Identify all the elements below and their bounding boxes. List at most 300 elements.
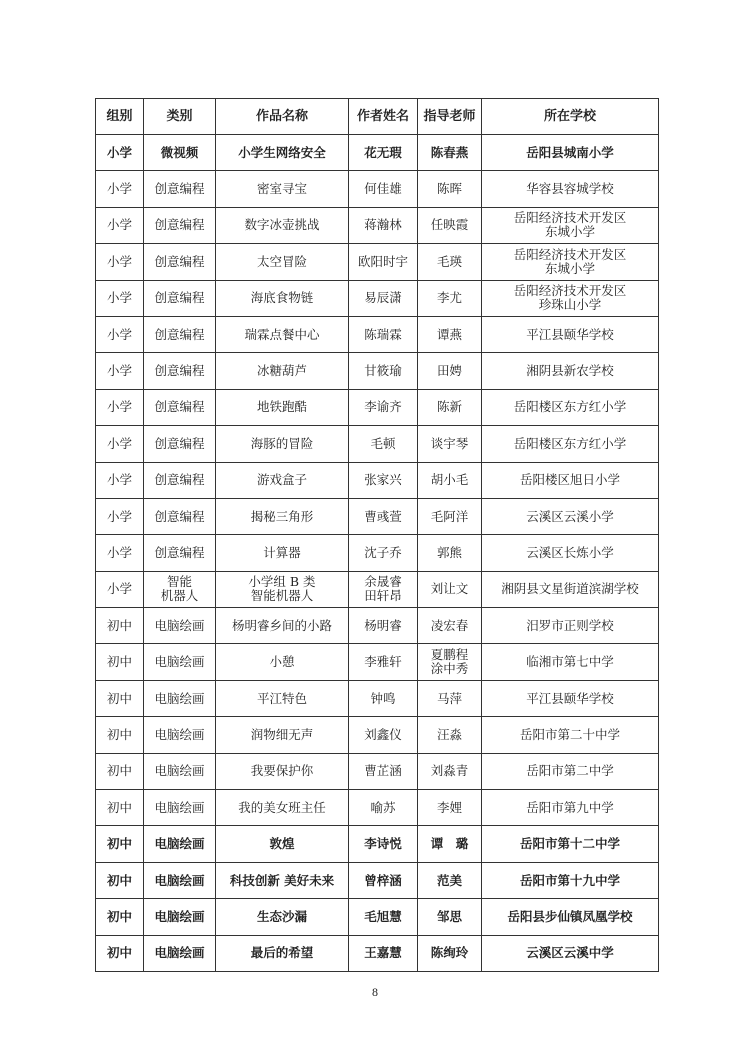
cell-category-text: 电脑绘画 — [154, 799, 205, 815]
cell-group-text: 初中 — [106, 690, 132, 706]
cell-author — [349, 353, 418, 389]
cell-work-title-text: 我的美女班主任 — [238, 799, 326, 815]
cell-work-title-text: 小学生网络安全 — [238, 144, 326, 160]
cell-category-text: 创意编程 — [154, 363, 205, 379]
cell-school-text: 岳阳市第二十中学 — [519, 726, 620, 742]
cell-work-title — [216, 135, 349, 171]
cell-work-title-text: 小学组 B 类 智能机器人 — [248, 574, 316, 604]
cell-school-text: 岳阳县城南小学 — [526, 144, 614, 160]
table-row — [96, 498, 659, 534]
cell-school — [482, 244, 659, 280]
cell-school-text: 岳阳市第十九中学 — [519, 872, 620, 888]
cell-work-title-text: 海底食物链 — [250, 290, 314, 306]
cell-work-title-text: 揭秘三角形 — [250, 508, 314, 524]
cell-work-title-text: 敦煌 — [269, 836, 295, 852]
cell-work-title-text: 我要保护你 — [250, 763, 314, 779]
cell-author — [349, 280, 418, 316]
cell-school — [482, 826, 659, 862]
cell-work-title — [216, 426, 349, 462]
cell-group — [96, 535, 144, 571]
cell-school — [482, 353, 659, 389]
cell-teacher-text: 马萍 — [436, 690, 462, 706]
cell-work-title — [216, 899, 349, 935]
cell-author-text: 曹彧萱 — [364, 508, 402, 524]
cell-category — [144, 608, 216, 644]
table-row — [96, 535, 659, 571]
cell-category — [144, 462, 216, 498]
cell-group — [96, 207, 144, 243]
cell-teacher-text: 陈新 — [436, 399, 462, 415]
cell-school-text: 岳阳楼区旭日小学 — [519, 472, 620, 488]
cell-school — [482, 862, 659, 898]
cell-teacher — [418, 862, 482, 898]
cell-group-text: 小学 — [106, 472, 132, 488]
cell-teacher — [418, 171, 482, 207]
cell-group — [96, 171, 144, 207]
cell-school — [482, 644, 659, 680]
cell-teacher — [418, 753, 482, 789]
cell-teacher-text: 陈绚玲 — [430, 945, 469, 961]
cell-category — [144, 753, 216, 789]
cell-author — [349, 680, 418, 716]
cell-group-text: 小学 — [106, 399, 132, 415]
cell-category-text: 电脑绘画 — [154, 872, 205, 888]
cell-group-text: 小学 — [106, 435, 132, 451]
cell-group-text: 初中 — [106, 763, 132, 779]
cell-category — [144, 244, 216, 280]
cell-group — [96, 899, 144, 935]
cell-author — [349, 462, 418, 498]
cell-school-text: 湘阴县新农学校 — [526, 363, 614, 379]
cell-group-text: 初中 — [106, 836, 132, 852]
cell-teacher — [418, 608, 482, 644]
cell-work-title — [216, 535, 349, 571]
cell-work-title-text: 平江特色 — [256, 690, 307, 706]
cell-author — [349, 171, 418, 207]
cell-author-text: 喻苏 — [370, 799, 396, 815]
cell-work-title — [216, 571, 349, 607]
cell-school-text: 岳阳市第十二中学 — [519, 836, 620, 852]
cell-group — [96, 826, 144, 862]
cell-group-text: 初中 — [106, 908, 132, 924]
cell-author — [349, 498, 418, 534]
table-row — [96, 353, 659, 389]
header-author: 作者姓名 — [349, 99, 418, 135]
cell-school — [482, 717, 659, 753]
cell-category-text: 智能 机器人 — [160, 574, 199, 604]
table-row — [96, 862, 659, 898]
cell-category-text: 创意编程 — [154, 326, 205, 342]
cell-author — [349, 790, 418, 826]
cell-school-text: 岳阳经济技术开发区 珍珠山小学 — [513, 283, 627, 313]
cell-work-title — [216, 680, 349, 716]
cell-category — [144, 826, 216, 862]
cell-category — [144, 935, 216, 971]
table-row — [96, 171, 659, 207]
table-row — [96, 608, 659, 644]
cell-author — [349, 753, 418, 789]
table-row — [96, 316, 659, 352]
cell-author — [349, 862, 418, 898]
cell-teacher — [418, 244, 482, 280]
cell-category-text: 电脑绘画 — [154, 690, 205, 706]
cell-school — [482, 462, 659, 498]
cell-teacher-text: 范美 — [436, 872, 462, 888]
cell-school — [482, 535, 659, 571]
cell-teacher — [418, 280, 482, 316]
cell-category-text: 创意编程 — [154, 253, 205, 269]
table-row — [96, 680, 659, 716]
cell-category — [144, 571, 216, 607]
cell-author-text: 何佳雄 — [364, 181, 402, 197]
cell-author-text: 欧阳时宇 — [357, 253, 408, 269]
cell-group — [96, 717, 144, 753]
cell-author-text: 李谕齐 — [364, 399, 402, 415]
cell-author — [349, 535, 418, 571]
cell-author — [349, 426, 418, 462]
cell-teacher-text: 谈宇琴 — [430, 435, 469, 451]
cell-category — [144, 389, 216, 425]
cell-work-title — [216, 717, 349, 753]
cell-category — [144, 280, 216, 316]
cell-teacher-text: 谭燕 — [436, 326, 462, 342]
cell-group — [96, 280, 144, 316]
cell-group — [96, 389, 144, 425]
cell-school — [482, 498, 659, 534]
cell-author-text: 毛旭慧 — [364, 908, 402, 924]
cell-teacher-text: 毛瑛 — [436, 253, 462, 269]
cell-teacher-text: 胡小毛 — [430, 472, 469, 488]
cell-category — [144, 353, 216, 389]
cell-teacher — [418, 899, 482, 935]
cell-category-text: 创意编程 — [154, 508, 205, 524]
cell-teacher-text: 凌宏春 — [430, 617, 469, 633]
cell-work-title-text: 最后的希望 — [250, 945, 314, 961]
cell-author — [349, 571, 418, 607]
cell-teacher — [418, 498, 482, 534]
cell-school-text: 临湘市第七中学 — [526, 654, 614, 670]
cell-author-text: 易辰潇 — [364, 290, 402, 306]
cell-work-title-text: 游戏盒子 — [256, 472, 307, 488]
table-row — [96, 899, 659, 935]
cell-school-text: 岳阳市第九中学 — [526, 799, 614, 815]
cell-work-title-text: 科技创新 美好未来 — [229, 872, 335, 888]
header-work-title: 作品名称 — [216, 99, 349, 135]
cell-group — [96, 462, 144, 498]
cell-work-title-text: 密室寻宝 — [256, 181, 307, 197]
cell-group-text: 初中 — [106, 726, 132, 742]
cell-group-text: 小学 — [106, 217, 132, 233]
cell-work-title-text: 冰糖葫芦 — [256, 363, 307, 379]
cell-school-text: 岳阳楼区东方红小学 — [513, 399, 627, 415]
table-row — [96, 753, 659, 789]
table-row — [96, 790, 659, 826]
cell-teacher-text: 田娉 — [436, 363, 462, 379]
cell-teacher — [418, 790, 482, 826]
cell-teacher — [418, 826, 482, 862]
cell-category — [144, 498, 216, 534]
cell-group — [96, 316, 144, 352]
cell-author — [349, 608, 418, 644]
cell-teacher — [418, 353, 482, 389]
cell-category — [144, 644, 216, 680]
table-row — [96, 935, 659, 971]
cell-group — [96, 608, 144, 644]
cell-category-text: 创意编程 — [154, 290, 205, 306]
cell-author — [349, 207, 418, 243]
cell-work-title — [216, 316, 349, 352]
cell-school — [482, 207, 659, 243]
cell-teacher-text: 谭 璐 — [430, 836, 469, 852]
cell-author-text: 曾梓涵 — [364, 872, 402, 888]
cell-category — [144, 535, 216, 571]
cell-teacher-text: 毛阿洋 — [430, 508, 469, 524]
cell-category-text: 电脑绘画 — [154, 908, 205, 924]
cell-school-text: 湘阴县文星街道滨湖学校 — [501, 581, 639, 597]
cell-group-text: 小学 — [106, 290, 132, 306]
award-table — [95, 98, 659, 972]
cell-school — [482, 571, 659, 607]
cell-teacher — [418, 717, 482, 753]
cell-author-text: 甘筱瑜 — [364, 363, 402, 379]
cell-teacher-text: 任映霞 — [430, 217, 469, 233]
cell-group — [96, 935, 144, 971]
cell-author-text: 钟鸣 — [370, 690, 396, 706]
header-school: 所在学校 — [482, 99, 659, 135]
cell-author — [349, 935, 418, 971]
cell-work-title — [216, 389, 349, 425]
cell-category-text: 微视频 — [160, 144, 199, 160]
table-row — [96, 717, 659, 753]
cell-author-text: 花无瑕 — [364, 144, 402, 160]
cell-teacher-text: 汪淼 — [436, 726, 462, 742]
table-row — [96, 244, 659, 280]
cell-work-title — [216, 462, 349, 498]
cell-author — [349, 717, 418, 753]
cell-category — [144, 171, 216, 207]
cell-school — [482, 753, 659, 789]
cell-group — [96, 244, 144, 280]
table-row — [96, 462, 659, 498]
cell-group — [96, 790, 144, 826]
cell-teacher — [418, 389, 482, 425]
cell-group — [96, 680, 144, 716]
cell-work-title — [216, 353, 349, 389]
cell-school-text: 岳阳县步仙镇凤凰学校 — [507, 908, 633, 924]
cell-author-text: 杨明睿 — [364, 617, 402, 633]
cell-work-title-text: 杨明睿乡间的小路 — [231, 617, 332, 633]
cell-teacher — [418, 935, 482, 971]
cell-author-text: 刘鑫仪 — [364, 726, 402, 742]
cell-author — [349, 135, 418, 171]
cell-teacher-text: 夏鹏程 涂中秀 — [430, 647, 469, 677]
table-row — [96, 135, 659, 171]
cell-author-text: 蒋瀚林 — [364, 217, 402, 233]
cell-teacher — [418, 571, 482, 607]
table-header-row — [96, 99, 659, 135]
cell-work-title-text: 海豚的冒险 — [250, 435, 314, 451]
cell-category-text: 电脑绘画 — [154, 836, 205, 852]
header-group: 组别 — [96, 99, 144, 135]
cell-school-text: 华容县容城学校 — [526, 181, 614, 197]
cell-group — [96, 353, 144, 389]
cell-work-title-text: 计算器 — [263, 544, 301, 560]
cell-author — [349, 826, 418, 862]
cell-category-text: 创意编程 — [154, 472, 205, 488]
cell-school — [482, 899, 659, 935]
cell-work-title — [216, 608, 349, 644]
cell-category — [144, 207, 216, 243]
cell-teacher — [418, 644, 482, 680]
cell-school-text: 岳阳经济技术开发区 东城小学 — [513, 210, 627, 240]
cell-author — [349, 316, 418, 352]
cell-work-title — [216, 280, 349, 316]
page-number: 8 — [372, 985, 378, 999]
cell-category-text: 电脑绘画 — [154, 945, 205, 961]
table-row — [96, 280, 659, 316]
cell-author-text: 李雅轩 — [364, 654, 402, 670]
header-teacher: 指导老师 — [418, 99, 482, 135]
cell-teacher-text: 刘淼青 — [430, 763, 469, 779]
cell-work-title — [216, 790, 349, 826]
cell-group-text: 小学 — [106, 181, 132, 197]
cell-group-text: 小学 — [106, 508, 132, 524]
cell-category-text: 创意编程 — [154, 435, 205, 451]
header-category: 类别 — [144, 99, 216, 135]
cell-work-title-text: 数字冰壶挑战 — [244, 217, 320, 233]
cell-school — [482, 608, 659, 644]
cell-work-title-text: 瑞霖点餐中心 — [244, 326, 320, 342]
cell-teacher-text: 陈晖 — [436, 181, 462, 197]
cell-group-text: 初中 — [106, 872, 132, 888]
cell-author-text: 王嘉慧 — [364, 945, 402, 961]
cell-group — [96, 644, 144, 680]
cell-group-text: 小学 — [106, 544, 132, 560]
cell-school — [482, 135, 659, 171]
cell-group — [96, 498, 144, 534]
cell-work-title — [216, 498, 349, 534]
cell-school-text: 平江县颐华学校 — [526, 326, 614, 342]
cell-work-title — [216, 935, 349, 971]
cell-work-title — [216, 244, 349, 280]
cell-teacher — [418, 135, 482, 171]
cell-category — [144, 899, 216, 935]
cell-group-text: 小学 — [106, 581, 132, 597]
table-row — [96, 571, 659, 607]
cell-teacher — [418, 462, 482, 498]
cell-group — [96, 862, 144, 898]
cell-category-text: 电脑绘画 — [154, 617, 205, 633]
cell-school-text: 云溪区云溪中学 — [526, 945, 614, 961]
cell-school-text: 岳阳楼区东方红小学 — [513, 435, 627, 451]
cell-work-title — [216, 753, 349, 789]
cell-group-text: 小学 — [106, 144, 132, 160]
cell-school — [482, 171, 659, 207]
cell-teacher-text: 邹思 — [436, 908, 462, 924]
cell-category-text: 创意编程 — [154, 544, 205, 560]
cell-teacher-text: 郭熊 — [436, 544, 462, 560]
cell-teacher-text: 李娌 — [436, 799, 462, 815]
cell-group — [96, 426, 144, 462]
cell-work-title — [216, 862, 349, 898]
cell-category — [144, 717, 216, 753]
cell-category-text: 创意编程 — [154, 399, 205, 415]
cell-group-text: 初中 — [106, 654, 132, 670]
cell-category — [144, 680, 216, 716]
table-body — [96, 135, 659, 972]
cell-group-text: 小学 — [106, 326, 132, 342]
cell-work-title — [216, 826, 349, 862]
cell-work-title-text: 地铁跑酷 — [256, 399, 307, 415]
cell-author — [349, 644, 418, 680]
cell-school-text: 云溪区长炼小学 — [526, 544, 614, 560]
table-row — [96, 389, 659, 425]
cell-school — [482, 389, 659, 425]
cell-category-text: 电脑绘画 — [154, 654, 205, 670]
cell-school-text: 岳阳市第二中学 — [526, 763, 614, 779]
cell-author-text: 余晟睿 田轩昂 — [364, 574, 402, 604]
cell-group-text: 初中 — [106, 617, 132, 633]
cell-category-text: 创意编程 — [154, 217, 205, 233]
cell-category — [144, 135, 216, 171]
cell-author-text: 曹芷涵 — [364, 763, 402, 779]
cell-work-title — [216, 171, 349, 207]
cell-group-text: 小学 — [106, 253, 132, 269]
cell-school — [482, 790, 659, 826]
cell-school-text: 云溪区云溪小学 — [526, 508, 614, 524]
cell-work-title — [216, 644, 349, 680]
cell-category-text: 电脑绘画 — [154, 763, 205, 779]
cell-author-text: 沈子乔 — [364, 544, 402, 560]
cell-group-text: 小学 — [106, 363, 132, 379]
cell-work-title — [216, 207, 349, 243]
cell-category — [144, 316, 216, 352]
cell-teacher — [418, 207, 482, 243]
cell-author — [349, 244, 418, 280]
cell-category-text: 创意编程 — [154, 181, 205, 197]
cell-school — [482, 316, 659, 352]
cell-school — [482, 426, 659, 462]
cell-category — [144, 790, 216, 826]
cell-group-text: 初中 — [106, 799, 132, 815]
cell-author-text: 李诗悦 — [364, 836, 402, 852]
cell-teacher — [418, 535, 482, 571]
cell-teacher-text: 陈春燕 — [430, 144, 469, 160]
cell-group — [96, 753, 144, 789]
cell-teacher — [418, 680, 482, 716]
cell-school-text: 岳阳经济技术开发区 东城小学 — [513, 246, 627, 276]
cell-school — [482, 935, 659, 971]
cell-category-text: 电脑绘画 — [154, 726, 205, 742]
cell-teacher — [418, 316, 482, 352]
cell-work-title-text: 润物细无声 — [250, 726, 314, 742]
cell-group — [96, 571, 144, 607]
cell-work-title-text: 太空冒险 — [256, 253, 307, 269]
cell-school — [482, 680, 659, 716]
cell-teacher-text: 李尤 — [436, 290, 462, 306]
table-row — [96, 644, 659, 680]
table-row — [96, 826, 659, 862]
cell-work-title-text: 小憩 — [269, 654, 295, 670]
cell-group-text: 初中 — [106, 945, 132, 961]
cell-group — [96, 135, 144, 171]
cell-category — [144, 862, 216, 898]
cell-teacher-text: 刘让文 — [430, 581, 469, 597]
cell-school — [482, 280, 659, 316]
cell-author-text: 张家兴 — [364, 472, 402, 488]
cell-teacher — [418, 426, 482, 462]
cell-school-text: 平江县颐华学校 — [526, 690, 614, 706]
